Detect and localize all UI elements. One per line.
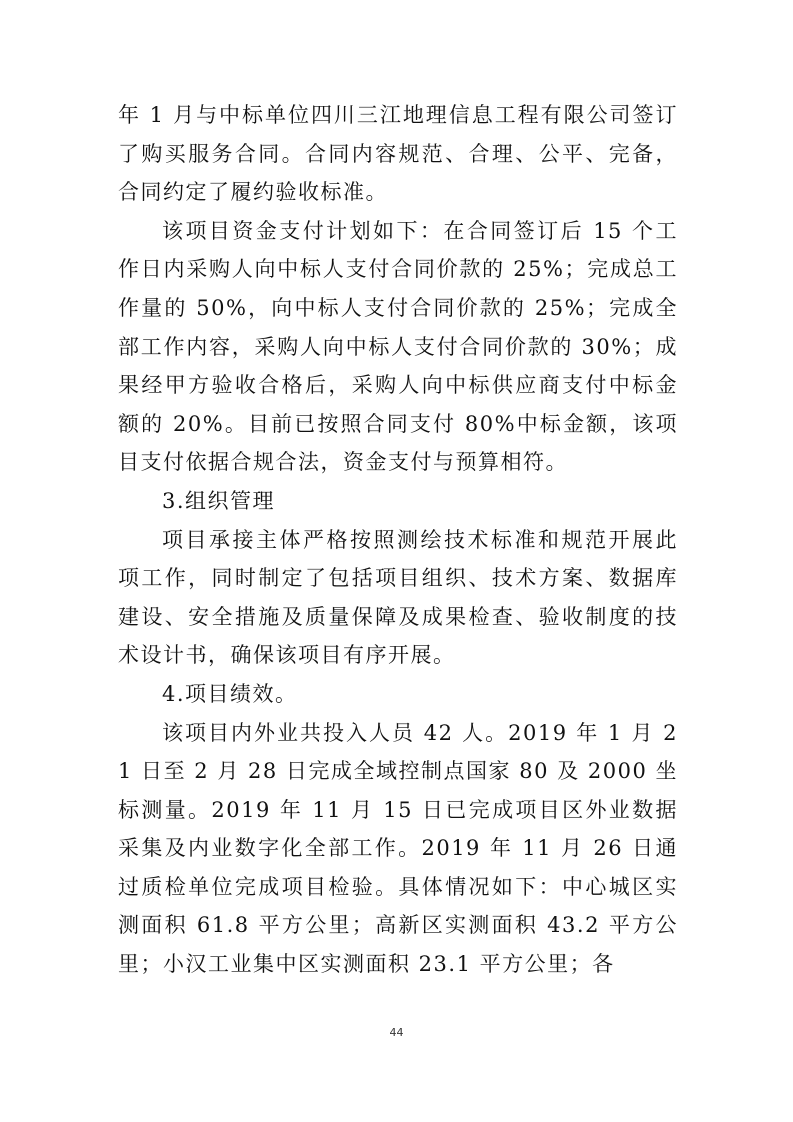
paragraph-payment-plan: 该项目资金支付计划如下：在合同签订后 15 个工作日内采购人向中标人支付合同价款的 25%；完成总工作量的 50%，向中标人支付合同价款的 25%；完成全部工作内容，采购人向中标人支付合同价款的 30%；成果经甲方验收合格后，采购人向中标供应商支付中标金额的 20%。目前已按照合同支付 80%中标金额，该项目支付依据合规合法，资金支付与预算相符。 bbox=[118, 218, 678, 475]
paragraph-contract-signing: 年 1 月与中标单位四川三江地理信息工程有限公司签订了购买服务合同。合同内容规范、合理、公平、完备，合同约定了履约验收标准。 bbox=[118, 103, 678, 205]
section-heading-organization: 3.组织管理 bbox=[162, 488, 276, 513]
page-number: 44 bbox=[389, 1026, 404, 1039]
paragraph-performance: 该项目内外业共投入人员 42 人。2019 年 1 月 21 日至 2 月 28 日完成全域控制点国家 80 及 2000 坐标测量。2019 年 11 月 15 日已完成项目区外业数据采集及内业数字化全部工作。2019 年 11 月 26 日通过质检单位完成项目检验。具体情况如下：中心城区实测面积 61.8 平方公里；高新区实测面积 43.2 平方公里；小汉工业集中区实测面积 23.1 平方公里；各 bbox=[118, 720, 678, 977]
section-heading-performance: 4.项目绩效。 bbox=[162, 681, 298, 706]
document-body bbox=[118, 96, 678, 984]
paragraph-organization: 项目承接主体严格按照测绘技术标准和规范开展此项工作，同时制定了包括项目组织、技术方案、数据库建设、安全措施及质量保障及成果检查、验收制度的技术设计书，确保该项目有序开展。 bbox=[118, 527, 678, 668]
